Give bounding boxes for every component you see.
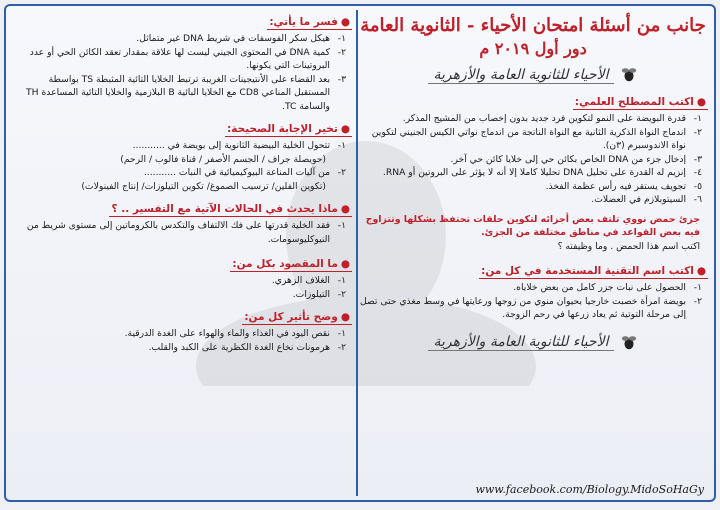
logo <box>358 60 708 90</box>
nucleic-acid-question: اكتب اسم هذا الحمض . وما وظيفته ؟ <box>557 240 700 252</box>
logo-bottom <box>358 328 708 358</box>
list-item: ١- هيكل سكر الفوسفات في شريط DNA غير متماثل. <box>136 33 346 44</box>
effect-list <box>12 327 352 354</box>
list-item: ٤- إنزيم له القدرة على تحليل DNA تحليلا كاملا إلا أنه لا يؤثر على البروتين أو RNA. <box>382 167 702 178</box>
list-item: ٦- السيتوبلازم في العضلات. <box>591 194 702 205</box>
list-item: ٥- تجويف يستقر فيه رأس عظمة الفخذ. <box>545 180 702 192</box>
list-item: ٢- هرمونات نخاع الغدة الكظرية على الكبد والقلب. <box>148 341 346 353</box>
section-heading-explain: ●فسر ما يأتي: <box>269 16 350 28</box>
section-heading-effect: ●وضح تأثير كل من: <box>244 311 350 323</box>
what-happens-list <box>12 219 352 246</box>
list-item: ٣- بعد القضاء على الأنتيجينات الغريبة ترتبط الخلايا التائية المثبطة TS بواسطة المستقبل المناعي CD8 مع الخلايا البائية B البلازمية والخلايا التائية المساعدة TH والسامة TC. <box>26 73 346 112</box>
section-heading-define: ●ما المقصود بكل من: <box>232 258 350 270</box>
section-heading-choose: ●تخير الإجابة الصحيحة: <box>227 123 350 135</box>
logo-text: الأحياء للثانوية العامة والأزهرية <box>428 334 615 351</box>
right-column <box>358 10 708 496</box>
technique-list <box>358 281 708 322</box>
section-heading-what-happens: ●ماذا يحدث في الحالات الآتية مع التفسير .. ؟ <box>111 203 350 215</box>
list-item: ١- تتحول الخلية البيضية الثانوية إلى بويضة في ........... <box>132 140 346 151</box>
section-heading-terms: ●اكتب المصطلح العلمي: <box>574 96 706 108</box>
left-column <box>12 10 358 496</box>
terms-list <box>358 112 708 207</box>
choose-list-2 <box>12 166 352 180</box>
list-item: ١- الغلاف الزهري. <box>271 275 346 286</box>
choice-options: (حويصلة جراف / الجسم الأصفر / قناة فالوب / الرحم) <box>120 153 326 165</box>
nucleic-acid-description: جزئ حمض نووي تلتف بعض أجزائه لتكوين حلقات تحتفظ بشكلها وتتزاوج فيه بعض القواعد في مناطق مختلفة من الجزئ. <box>365 213 700 238</box>
list-item: ١- قدرة البويضة على النمو لتكوين فرد جديد بدون إخصاب من المشيج المذكر. <box>402 113 702 124</box>
list-item: ١- الحصول على نبات جزر كامل من بعض خلاياه. <box>513 282 702 293</box>
list-item: ٣- إدخال جزء من DNA الخاص بكائن حي إلى خلايا كائن حي آخر. <box>450 153 702 165</box>
list-item: ٢- بويضة امرأة خصبت خارجيا بحيوان منوي من زوجها ورعايتها في وسط مغذي حتى تصل إلى مرحلة التوتية ثم يعاد زرعها في رحم الزوجة. <box>359 295 702 320</box>
list-item: ٢- اندماج النواة الذكرية الثانية مع النواة الناتجة من اندماج نواتي الكيس الجنيني لتكوين نواة الاندوسبرم (٣ن). <box>371 126 702 151</box>
footer-url[interactable]: www.facebook.com/Biology.MidoSoHaGy <box>475 483 704 496</box>
list-item: ٢- كمية DNA في المحتوى الجيني ليست لها علاقة بمقدار تعقد الكائن الحي أو عدد البروتينات التي يكونها. <box>29 46 346 71</box>
exam-sheet <box>4 4 716 502</box>
list-item: ١- فقد الخلية قدرتها على فك الالتفاف والتكدس بالكروماتين إلى مستوى شريط من النيوكليوسومات. <box>26 220 346 245</box>
explain-list <box>12 32 352 113</box>
page-title: جانب من أسئلة امتحان الأحياء - الثانوية العامة <box>360 15 706 36</box>
page-subtitle: دور أول ٢٠١٩ م <box>479 39 587 58</box>
list-item: ٢- من آليات المناعة البيوكيميائية في النبات ........... <box>143 167 346 178</box>
choice-options: (تكوين الفلين/ ترسيب الصموغ/ تكوين التيلوزات/ إنتاج الفينولات) <box>81 180 326 192</box>
bee-icon <box>620 66 638 84</box>
list-item: ٢- التيلوزات. <box>292 288 346 300</box>
bee-icon <box>620 334 638 352</box>
list-item: ١- نقص اليود في الغذاء والماء والهواء على الغدة الدرقية. <box>124 328 346 339</box>
logo-text: الأحياء للثانوية العامة والأزهرية <box>428 67 615 84</box>
section-heading-technique: ●اكتب اسم التقنية المستخدمة في كل من: <box>481 265 706 277</box>
define-list <box>12 274 352 301</box>
choose-list <box>12 139 352 153</box>
